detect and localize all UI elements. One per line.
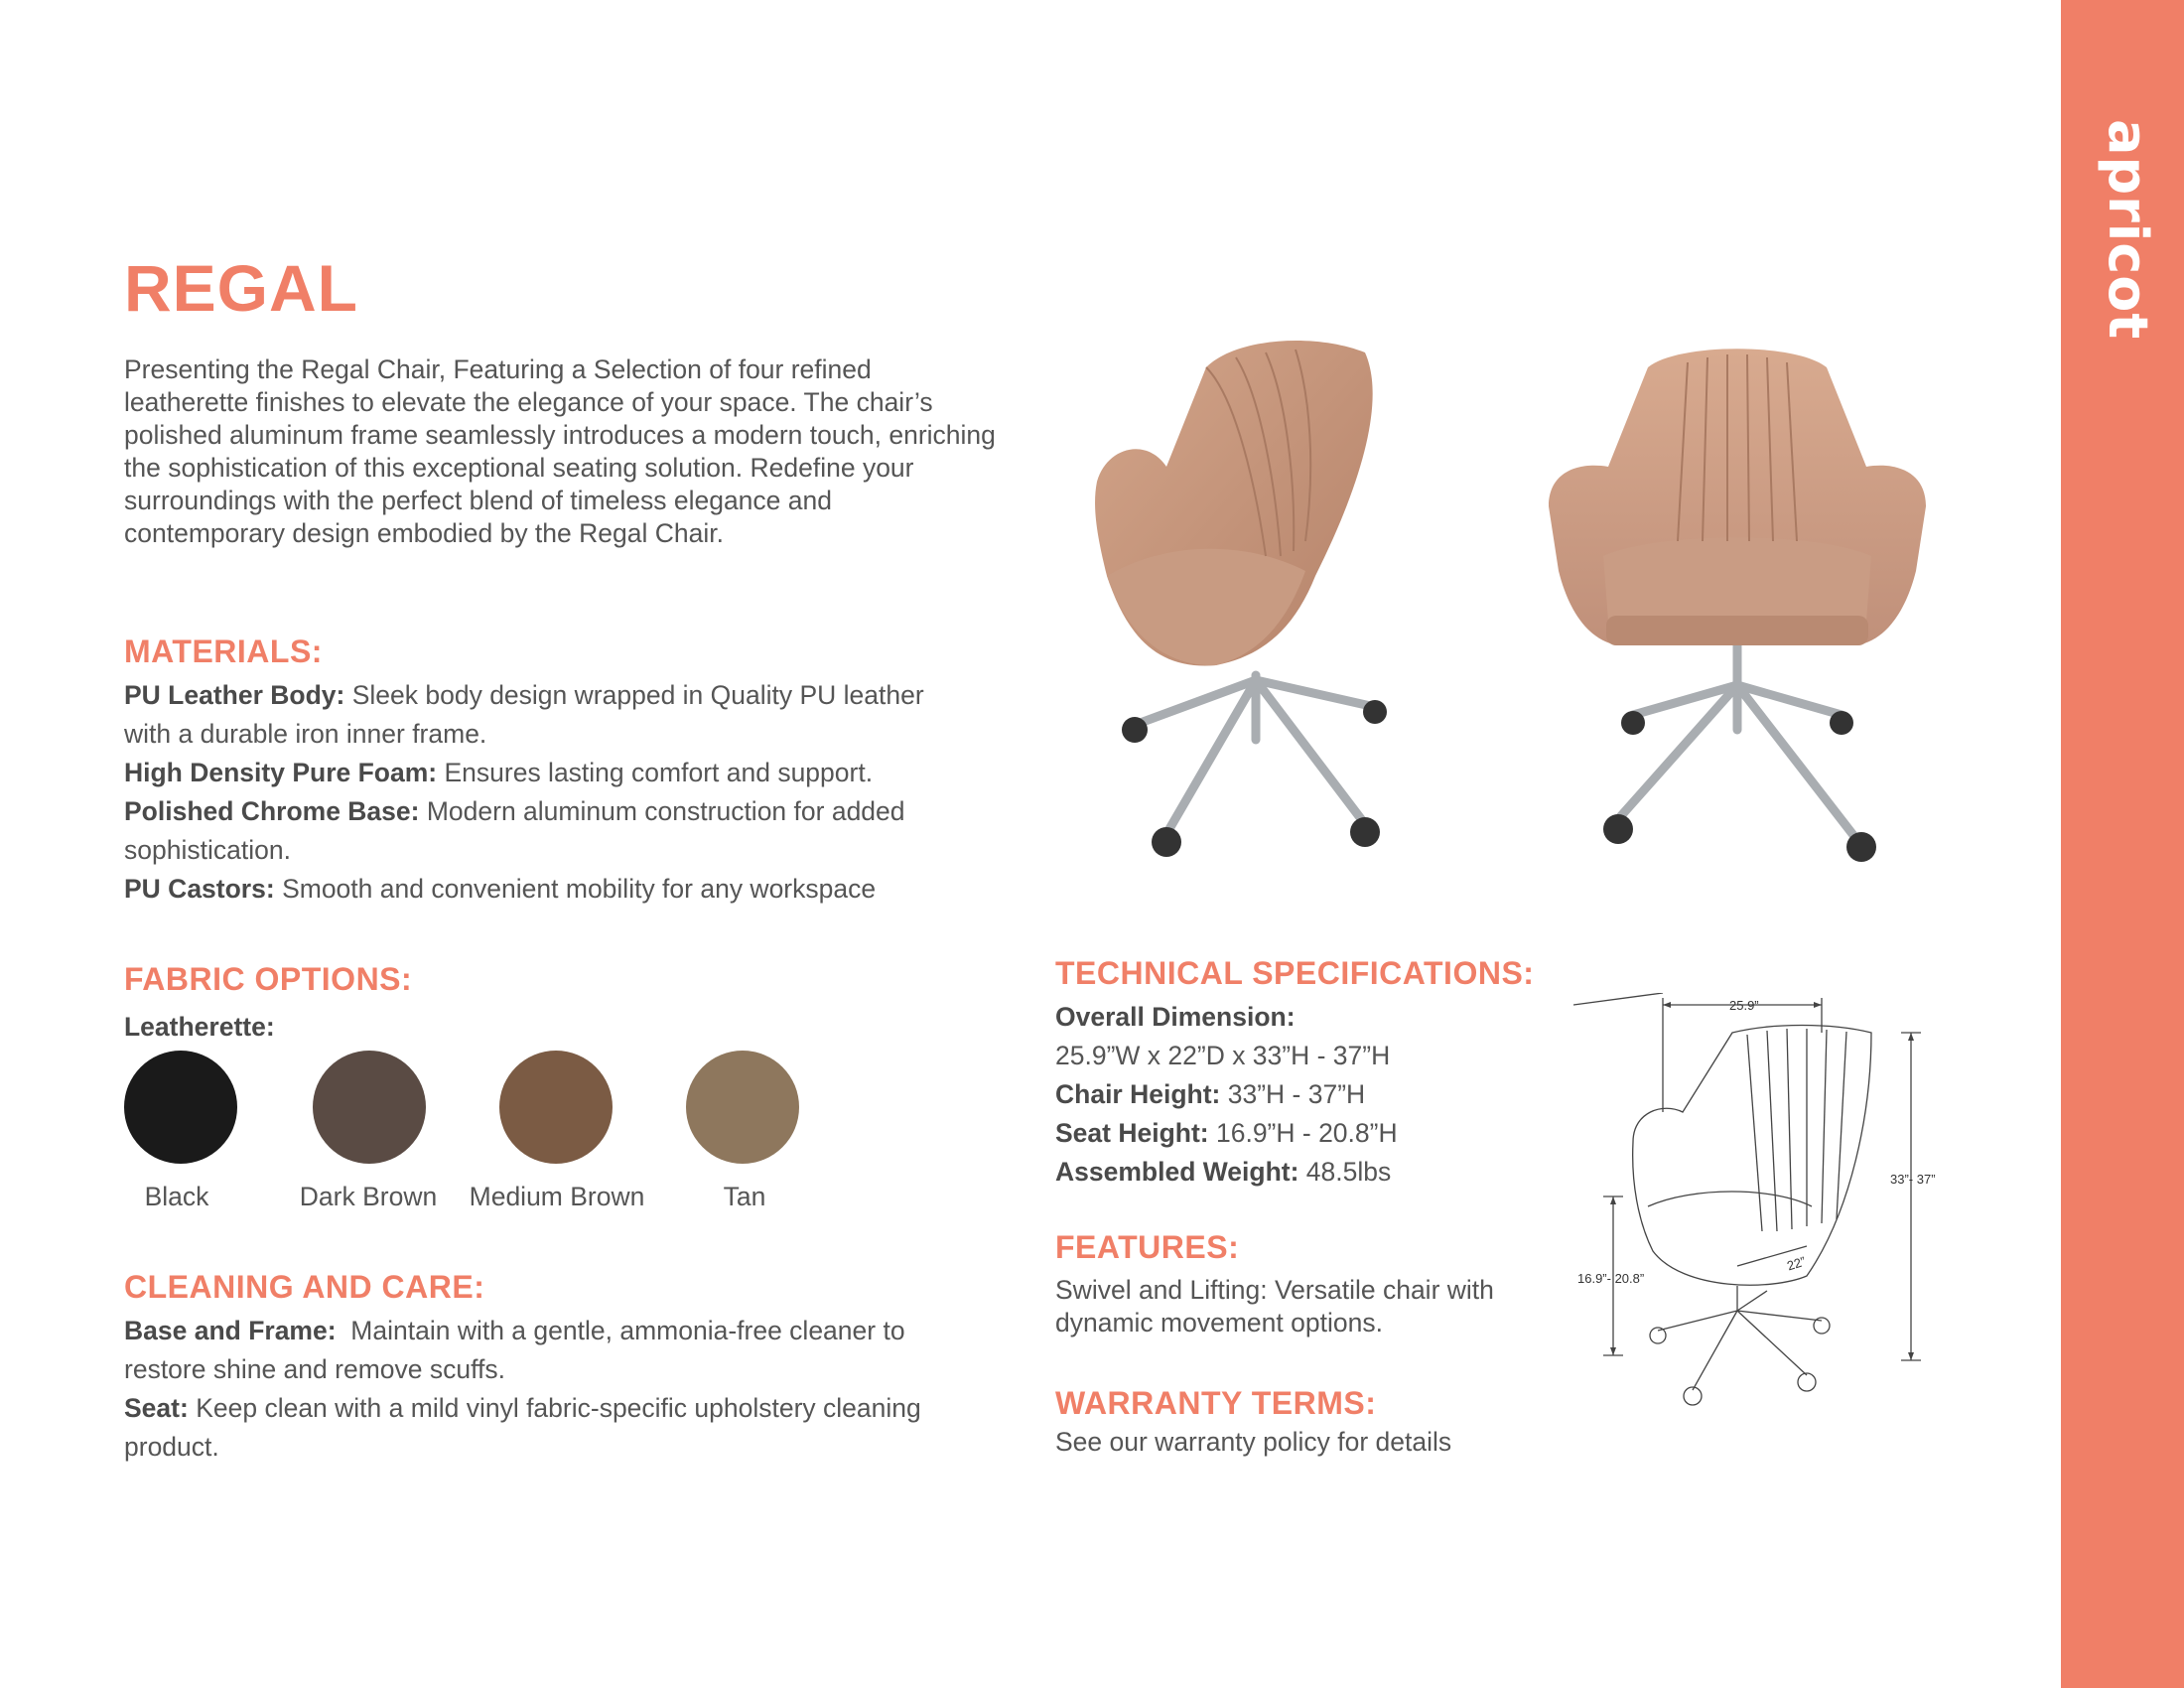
material-text: Sleek body design wrapped in Quality PU leather with a durable iron inner frame. [124,680,924,749]
material-text: Smooth and convenient mobility for any workspace [282,874,877,904]
tech-specs [1055,998,1611,1192]
dimension-drawing [1573,993,1946,1430]
material-item [124,680,924,749]
material-label: High Density Pure Foam: [124,758,438,787]
spec-label: Assembled Weight: [1055,1157,1299,1187]
product-title: REGAL [124,251,358,325]
cleaning-text: Maintain with a gentle, ammonia-free cleaner to restore shine and remove scuffs. [124,1316,905,1384]
cleaning-text: Keep clean with a mild vinyl fabric-specific upholstery cleaning product. [124,1393,921,1462]
chair-photo-front [1539,343,1936,874]
tech-heading: TECHNICAL SPECIFICATIONS: [1055,955,1535,991]
spec-label: Chair Height: [1055,1079,1221,1109]
material-label: PU Castors: [124,874,275,904]
dimension-height-label: 33”- 37” [1890,1172,1936,1187]
swatch-tan[interactable] [686,1051,799,1164]
materials-list [124,676,978,909]
warranty-heading: WARRANTY TERMS: [1055,1385,1377,1421]
swatch-dark-brown[interactable] [313,1051,426,1164]
material-label: Polished Chrome Base: [124,796,420,826]
warranty-text: See our warranty policy for details [1055,1427,1452,1457]
chair-photo-angled [1067,338,1444,874]
material-text: Ensures lasting comfort and support. [444,758,874,787]
material-label: PU Leather Body: [124,680,345,710]
swatch-label-black: Black [144,1182,209,1211]
spec-label: Seat Height: [1055,1118,1209,1148]
dimension-seat-label: 16.9”- 20.8” [1577,1271,1645,1286]
cleaning-list [124,1312,978,1467]
cleaning-label: Seat: [124,1393,189,1423]
overall-dimension-value: 25.9”W x 22”D x 33”H - 37”H [1055,1041,1391,1070]
spec-value: 16.9”H - 20.8”H [1215,1118,1398,1148]
material-item [124,874,876,904]
chrome-base [1618,645,1856,839]
material-text: Modern aluminum construction for added sophistication. [124,796,905,865]
cleaning-item [124,1316,905,1384]
spec-item [1055,1157,1391,1187]
chrome-base [1135,675,1375,834]
materials-heading: MATERIALS: [124,633,323,669]
product-intro: Presenting the Regal Chair, Featuring a Selection of four refined leatherette finishes to elevate the elegance of your space. The chair’s polished aluminum frame seamlessly introduces a modern touch, enriching the sophistication of this exceptional seating solution. Redefine your surroundings with the perfect blend of timeless elegance and contemporary design embodied by the Regal Chair. [124,354,996,548]
material-item [124,758,873,787]
spec-item [1055,1118,1398,1148]
cleaning-item [124,1393,921,1462]
spec-item [1055,1079,1365,1109]
features-text: Swivel and Lifting: Versatile chair with dynamic movement options. [1055,1275,1494,1337]
cleaning-heading: CLEANING AND CARE: [124,1269,485,1305]
swatch-black[interactable] [124,1051,237,1164]
dimension-depth-label: 22” [1785,1253,1808,1274]
fabric-heading: FABRIC OPTIONS: [124,961,413,997]
spec-value: 33”H - 37”H [1227,1079,1366,1109]
cleaning-label: Base and Frame: [124,1316,337,1345]
fabric-subheading: Leatherette: [124,1012,275,1042]
features-heading: FEATURES: [1055,1229,1240,1265]
material-item [124,796,905,865]
swatch-label-tan: Tan [723,1182,766,1211]
dimension-width-label: 25.9” [1729,998,1759,1013]
spec-value: 48.5lbs [1305,1157,1392,1187]
swatch-label-medium-brown: Medium Brown [469,1182,645,1211]
brand-name: apricot [2097,119,2159,341]
overall-dimension-label: Overall Dimension: [1055,1002,1296,1032]
swatch-medium-brown[interactable] [499,1051,613,1164]
swatch-label-dark-brown: Dark Brown [299,1182,438,1211]
